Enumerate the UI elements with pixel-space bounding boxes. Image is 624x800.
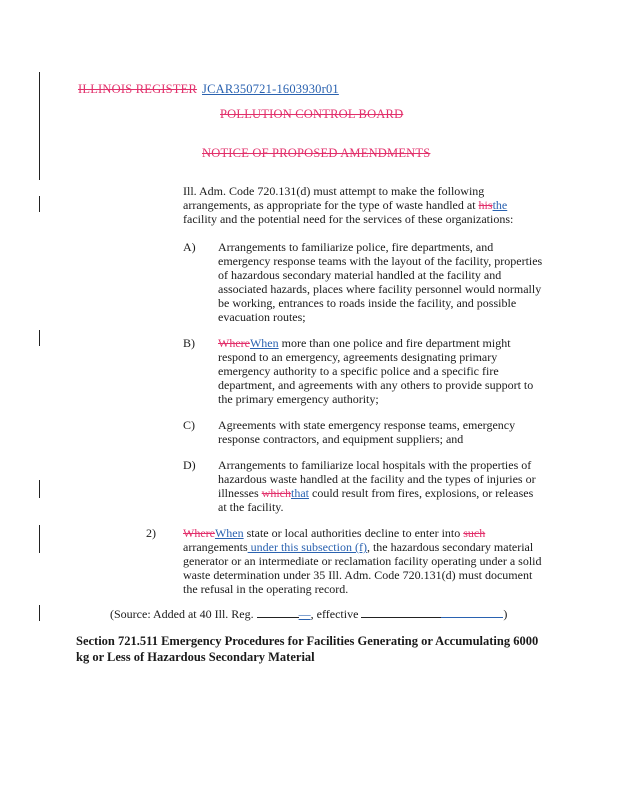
intro-text: Ill. Adm. Code 720.131(d) must attempt to make the following arrangements, as appropriate for the type of waste handled at — [183, 184, 485, 212]
item-d-text — [218, 458, 543, 514]
change-bar — [39, 605, 40, 621]
item-2-text — [183, 526, 543, 596]
blank-line — [361, 607, 441, 618]
item-b-inserted: When — [249, 336, 279, 350]
item-a-text: Arrangements to familiarize police, fire departments, and emergency response teams with the layout of the facility, properties of hazardous secondary material handled at the facility and associated hazards, places where facility personnel would normally be working, entrances to roads inside the facility, and possible evacuation routes; — [218, 240, 543, 324]
item-a-label: A) — [183, 240, 196, 254]
board-header — [220, 107, 403, 122]
item-b-text — [218, 336, 543, 406]
intro-inserted: the — [492, 198, 508, 212]
source-text: ) — [503, 607, 508, 621]
item-d-body: could result from fires, explosions, or releases at the facility. — [218, 486, 534, 514]
item-b-label: B) — [183, 336, 195, 350]
item-2-inserted: under this subsection (f) — [247, 540, 367, 554]
item-2-deleted: such — [463, 526, 486, 540]
item-2-body: state or local authorities decline to enter into — [243, 526, 464, 540]
source-text: (Source: Added at 40 Ill. Reg. — [110, 607, 257, 621]
change-bar — [39, 330, 40, 346]
item-d-body: Arrangements to familiarize local hospitals with the properties of hazardous waste handled at the facility and the types of injuries or illnesses — [218, 458, 536, 500]
item-b-body: more than one police and fire department might respond to an emergency, agreements designating primary emergency authority to a specific police and a specific fire department, and agreements with any others to provide support to the primary emergency authority; — [218, 336, 534, 406]
item-2-deleted: Where — [183, 526, 215, 540]
notice-deleted: NOTICE OF PROPOSED AMENDMENTS — [202, 146, 431, 160]
change-bar — [39, 196, 40, 212]
item-c-label: C) — [183, 418, 195, 432]
source-note — [110, 607, 550, 621]
register-deleted: ILLINOIS REGISTER — [78, 82, 198, 96]
blank-line-inserted — [441, 607, 503, 618]
source-text: , effective — [310, 607, 362, 621]
register-header — [78, 82, 339, 97]
item-2-label: 2) — [146, 526, 156, 540]
intro-paragraph — [183, 184, 543, 226]
source-inserted-dash: — — [298, 607, 311, 621]
item-c-text: Agreements with state emergency response teams, emergency response contractors, and equipment suppliers; and — [218, 418, 516, 446]
item-2-body: , the hazardous secondary material generator or an intermediate or reclamation facility operating under a solid waste determination under 35 Ill. Adm. Code 720.131(d) must document the refusal in the operating record. — [183, 540, 542, 596]
change-bar — [39, 525, 40, 553]
item-b-deleted: Where — [218, 336, 250, 350]
blank-line — [257, 607, 299, 618]
intro-text: facility and the potential need for the services of these organizations: — [183, 212, 514, 226]
change-bar — [39, 480, 40, 498]
item-2-body: arrangements — [183, 540, 248, 554]
item-2-inserted: When — [214, 526, 244, 540]
board-deleted: POLLUTION CONTROL BOARD — [220, 107, 404, 121]
intro-deleted: his — [478, 198, 493, 212]
register-inserted: JCAR350721-1603930r01 — [202, 82, 339, 96]
item-d-label: D) — [183, 458, 196, 472]
item-d-deleted: which — [261, 486, 291, 500]
change-bar — [39, 72, 40, 180]
section-heading: Section 721.511 Emergency Procedures for Facilities Generating or Accumulating 6000 kg or Less of Hazardous Secondary Material — [76, 634, 539, 664]
notice-header — [202, 146, 430, 161]
item-d-inserted: that — [291, 486, 309, 500]
